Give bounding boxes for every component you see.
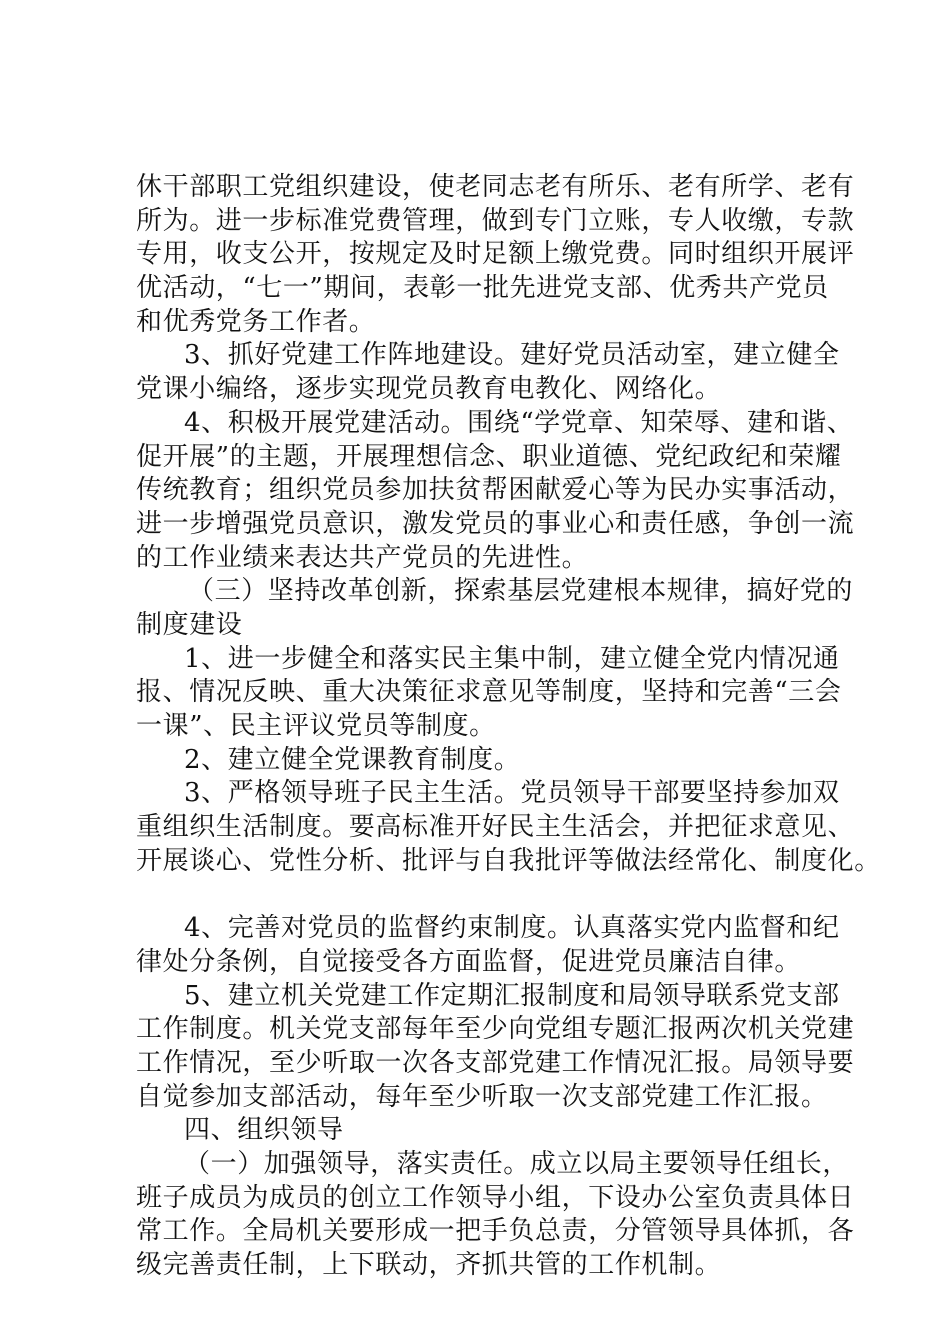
text-line: 优活动，“七一”期间，表彰一批先进党支部、优秀共产党员	[136, 273, 829, 304]
section-heading: （三）坚持改革创新，探索基层党建根本规律，搞好党的	[188, 576, 854, 607]
text-line: 专用，收支公开，按规定及时足额上缴党费。同时组织开展评	[136, 239, 855, 270]
text-line: 进一步增强党员意识，激发党员的事业心和责任感，争创一流	[136, 508, 855, 539]
paragraph-start: 1、进一步健全和落实民主集中制，建立健全党内情况通	[184, 643, 840, 674]
blank-line	[136, 878, 826, 912]
text-line: 级完善责任制，上下联动，齐抓共管的工作机制。	[136, 1250, 722, 1280]
paragraph-start: 2、建立健全党课教育制度。	[184, 744, 521, 775]
text-line: 重组织生活制度。要高标准开好民主生活会，并把征求意见、	[136, 812, 855, 843]
text-line: 自觉参加支部活动，每年至少听取一次支部党建工作汇报。	[136, 1081, 828, 1112]
text-line: 休干部职工党组织建设，使老同志老有所乐、老有所学、老有	[136, 172, 855, 202]
text-line: 报、情况反映、重大决策征求意见等制度，坚持和完善“三会	[136, 677, 842, 708]
text-line: 班子成员为成员的创立工作领导小组，下设办公室负责具体日	[136, 1182, 855, 1213]
paragraph-start: 3、抓好党建工作阵地建设。建好党员活动室，建立健全	[184, 340, 840, 371]
document-body	[136, 171, 881, 1283]
text-line: 一课”、民主评议党员等制度。	[136, 711, 496, 741]
text-line: 工作情况，至少听取一次各支部党建工作情况汇报。局领导要	[136, 1047, 855, 1078]
text-line: 开展谈心、党性分析、批评与自我批评等做法经常化、制度化。	[136, 845, 881, 876]
section-heading-cont: 制度建设	[136, 609, 243, 640]
paragraph-start: 4、积极开展党建活动。围绕“学党章、知荣辱、建和谐、	[184, 407, 854, 438]
section-heading: 四、组织领导	[184, 1115, 344, 1146]
paragraph-start: 4、完善对党员的监督约束制度。认真落实党内监督和纪	[184, 913, 840, 944]
text-line: 和优秀党务工作者。	[136, 306, 376, 337]
text-line: 工作制度。机关党支部每年至少向党组专题汇报两次机关党建	[136, 1014, 855, 1045]
text-line: 促开展”的主题，开展理想信念、职业道德、党纪政纪和荣耀	[136, 441, 842, 472]
text-line: 所为。进一步标准党费管理，做到专门立账，专人收缴，专款	[136, 205, 855, 236]
paragraph-start: 5、建立机关党建工作定期汇报制度和局领导联系党支部	[184, 980, 840, 1011]
paragraph-start: （一）加强领导，落实责任。成立以局主要领导任组长，	[184, 1148, 850, 1179]
text-line: 党课小编络，逐步实现党员教育电教化、网络化。	[136, 374, 722, 405]
text-line: 常工作。全局机关要形成一把手负总责，分管领导具体抓，各	[136, 1216, 855, 1247]
text-line: 传统教育；组织党员参加扶贫帮困献爱心等为民办实事活动，	[136, 475, 855, 506]
text-line: 的工作业绩来表达共产党员的先进性。	[136, 542, 589, 573]
paragraph-start: 3、严格领导班子民主生活。党员领导干部要坚持参加双	[184, 778, 840, 809]
text-line: 律处分条例，自觉接受各方面监督，促进党员廉洁自律。	[136, 946, 802, 977]
